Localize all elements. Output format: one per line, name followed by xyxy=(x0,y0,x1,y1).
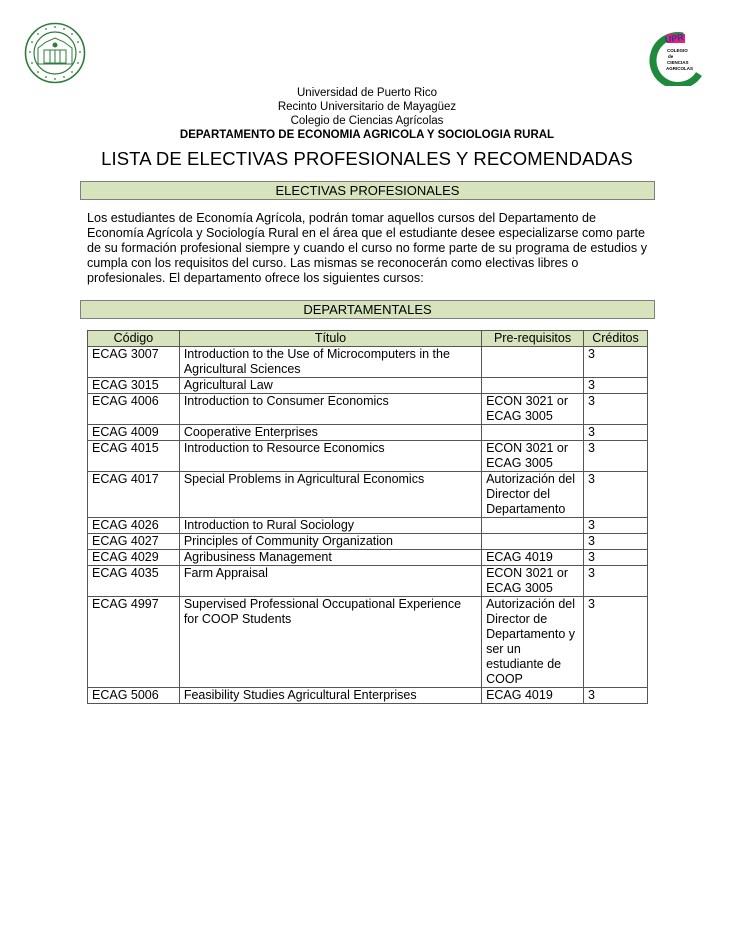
course-title: Introduction to Resource Economics xyxy=(179,441,481,472)
course-prerequisites xyxy=(482,378,584,394)
course-code: ECAG 3015 xyxy=(88,378,180,394)
course-prerequisites: ECAG 4019 xyxy=(482,550,584,566)
table-row xyxy=(88,566,648,597)
course-code: ECAG 4035 xyxy=(88,566,180,597)
course-credits: 3 xyxy=(584,378,648,394)
college-name: Colegio de Ciencias Agrícolas xyxy=(290,115,444,127)
course-code: ECAG 4029 xyxy=(88,550,180,566)
course-code: ECAG 4027 xyxy=(88,534,180,550)
column-header-creditos: Créditos xyxy=(584,331,648,347)
course-credits: 3 xyxy=(584,688,648,704)
course-credits: 3 xyxy=(584,518,648,534)
table-row xyxy=(88,441,648,472)
table-row xyxy=(88,550,648,566)
course-prerequisites: Autorización del Director de Departamento y ser un estudiante de COOP xyxy=(482,597,584,688)
course-title: Introduction to the Use of Microcomputers in the Agricultural Sciences xyxy=(179,347,481,378)
course-prerequisites xyxy=(482,534,584,550)
svg-text:AGRICOLAS: AGRICOLAS xyxy=(666,66,693,71)
svg-text:UPR: UPR xyxy=(664,31,685,45)
course-title: Introduction to Consumer Economics xyxy=(179,394,481,425)
course-title: Principles of Community Organization xyxy=(179,534,481,550)
course-code: ECAG 4006 xyxy=(88,394,180,425)
table-row xyxy=(88,425,648,441)
table-row xyxy=(88,518,648,534)
column-header-codigo: Código xyxy=(88,331,180,347)
table-row xyxy=(88,472,648,518)
course-credits: 3 xyxy=(584,394,648,425)
course-title: Feasibility Studies Agricultural Enterprises xyxy=(179,688,481,704)
course-code: ECAG 4017 xyxy=(88,472,180,518)
intro-paragraph: Los estudiantes de Economía Agrícola, podrán tomar aquellos cursos del Departamento de Economía Agrícola y Sociología Rural en el área que el estudiante desee especializarse como parte de su formación profesional siempre y cuando el curso no forme parte de su programa de estudios y cumpla con los requisitos del curso. Las mismas se reconocerán como electivas libres o profesionales. El departamento ofrece los siguientes cursos: xyxy=(87,211,648,285)
column-header-titulo: Título xyxy=(179,331,481,347)
department-name: DEPARTAMENTO DE ECONOMIA AGRICOLA Y SOCIOLOGIA RURAL xyxy=(179,129,555,141)
university-seal-logo xyxy=(24,22,86,84)
table-body xyxy=(88,347,648,704)
svg-text:de: de xyxy=(668,54,674,59)
section-heading-electivas: ELECTIVAS PROFESIONALES xyxy=(80,181,655,200)
table-header-row xyxy=(88,331,648,347)
course-title: Farm Appraisal xyxy=(179,566,481,597)
course-credits: 3 xyxy=(584,472,648,518)
course-prerequisites: Autorización del Director del Departamento xyxy=(482,472,584,518)
course-code: ECAG 4015 xyxy=(88,441,180,472)
course-credits: 3 xyxy=(584,550,648,566)
course-credits: 3 xyxy=(584,347,648,378)
table-row xyxy=(88,378,648,394)
course-credits: 3 xyxy=(584,425,648,441)
course-prerequisites: ECON 3021 or ECAG 3005 xyxy=(482,394,584,425)
course-prerequisites xyxy=(482,518,584,534)
institution-header xyxy=(0,86,734,142)
page-title: LISTA DE ELECTIVAS PROFESIONALES Y RECOMENDADAS xyxy=(101,148,633,169)
table-row xyxy=(88,534,648,550)
table-row xyxy=(88,394,648,425)
course-title: Supervised Professional Occupational Experience for COOP Students xyxy=(179,597,481,688)
course-code: ECAG 4026 xyxy=(88,518,180,534)
course-prerequisites: ECAG 4019 xyxy=(482,688,584,704)
column-header-prerequisitos: Pre-requisitos xyxy=(482,331,584,347)
courses-table xyxy=(87,330,648,704)
course-credits: 3 xyxy=(584,566,648,597)
course-title: Agribusiness Management xyxy=(179,550,481,566)
section-heading-departamentales: DEPARTAMENTALES xyxy=(80,300,655,319)
course-prerequisites: ECON 3021 or ECAG 3005 xyxy=(482,441,584,472)
course-code: ECAG 4009 xyxy=(88,425,180,441)
course-credits: 3 xyxy=(584,441,648,472)
course-title: Cooperative Enterprises xyxy=(179,425,481,441)
course-code: ECAG 5006 xyxy=(88,688,180,704)
course-title: Special Problems in Agricultural Economics xyxy=(179,472,481,518)
university-name: Universidad de Puerto Rico xyxy=(297,87,437,99)
svg-text:CIENCIAS: CIENCIAS xyxy=(667,60,689,65)
table-row xyxy=(88,347,648,378)
course-prerequisites xyxy=(482,347,584,378)
course-title: Introduction to Rural Sociology xyxy=(179,518,481,534)
course-credits: 3 xyxy=(584,597,648,688)
table-row xyxy=(88,688,648,704)
course-credits: 3 xyxy=(584,534,648,550)
svg-text:COLEGIO: COLEGIO xyxy=(667,48,688,53)
course-code: ECAG 4997 xyxy=(88,597,180,688)
course-code: ECAG 3007 xyxy=(88,347,180,378)
college-logo xyxy=(641,30,707,86)
course-prerequisites xyxy=(482,425,584,441)
course-prerequisites: ECON 3021 or ECAG 3005 xyxy=(482,566,584,597)
table-row xyxy=(88,597,648,688)
campus-name: Recinto Universitario de Mayagüez xyxy=(277,101,457,113)
course-title: Agricultural Law xyxy=(179,378,481,394)
